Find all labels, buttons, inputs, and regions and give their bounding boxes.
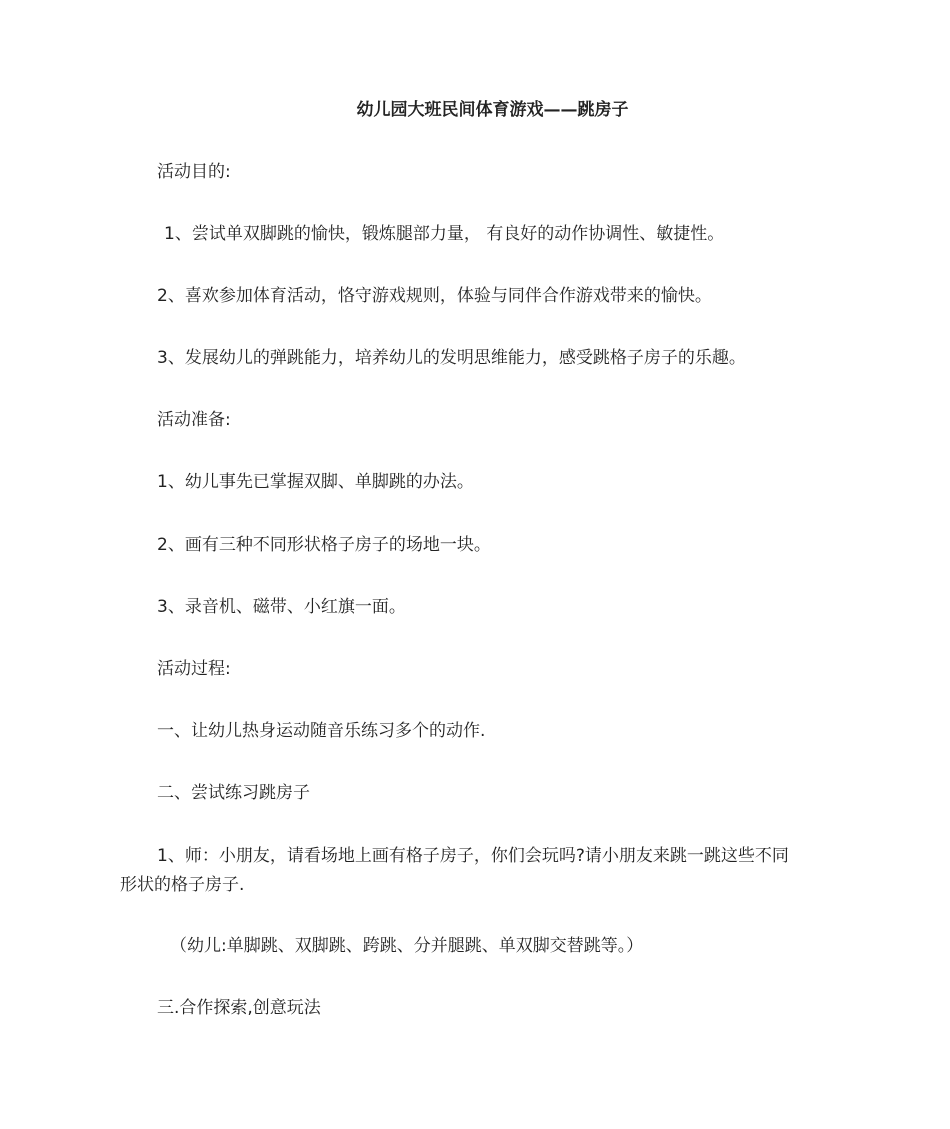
- process-step-2-item-1-line-2: 形状的格子房子.: [120, 875, 245, 895]
- process-step-1: 一、让幼儿热身运动随音乐练习多个的动作.: [157, 721, 486, 741]
- prep-item-2: 2、画有三种不同形状格子房子的场地一块。: [157, 535, 491, 555]
- goal-item-2: 2、喜欢参加体育活动，恪守游戏规则，体验与同伴合作游戏带来的愉快。: [157, 286, 712, 306]
- process-heading: 活动过程:: [157, 659, 231, 679]
- process-step-2-note: （幼儿:单脚跳、双脚跳、跨跳、分并腿跳、单双脚交替跳等。）: [170, 936, 644, 956]
- prep-heading: 活动准备:: [157, 410, 231, 430]
- process-step-2: 二、尝试练习跳房子: [157, 783, 310, 803]
- prep-item-1: 1、幼儿事先已掌握双脚、单脚跳的办法。: [157, 472, 474, 492]
- process-step-2-item-1-line-1: 1、师：小朋友，请看场地上画有格子房子，你们会玩吗?请小朋友来跳一跳这些不同: [157, 846, 789, 866]
- document-title: 幼儿园大班民间体育游戏——跳房子: [356, 100, 629, 120]
- prep-item-3: 3、录音机、磁带、小红旗一面。: [157, 597, 406, 617]
- goal-item-3: 3、发展幼儿的弹跳能力，培养幼儿的发明思维能力，感受跳格子房子的乐趣。: [157, 348, 746, 368]
- goal-item-1: 1、尝试单双脚跳的愉快，锻炼腿部力量， 有良好的动作协调性、敏捷性。: [164, 224, 725, 244]
- goal-heading: 活动目的:: [157, 162, 231, 182]
- process-step-3: 三.合作探索,创意玩法: [157, 998, 321, 1018]
